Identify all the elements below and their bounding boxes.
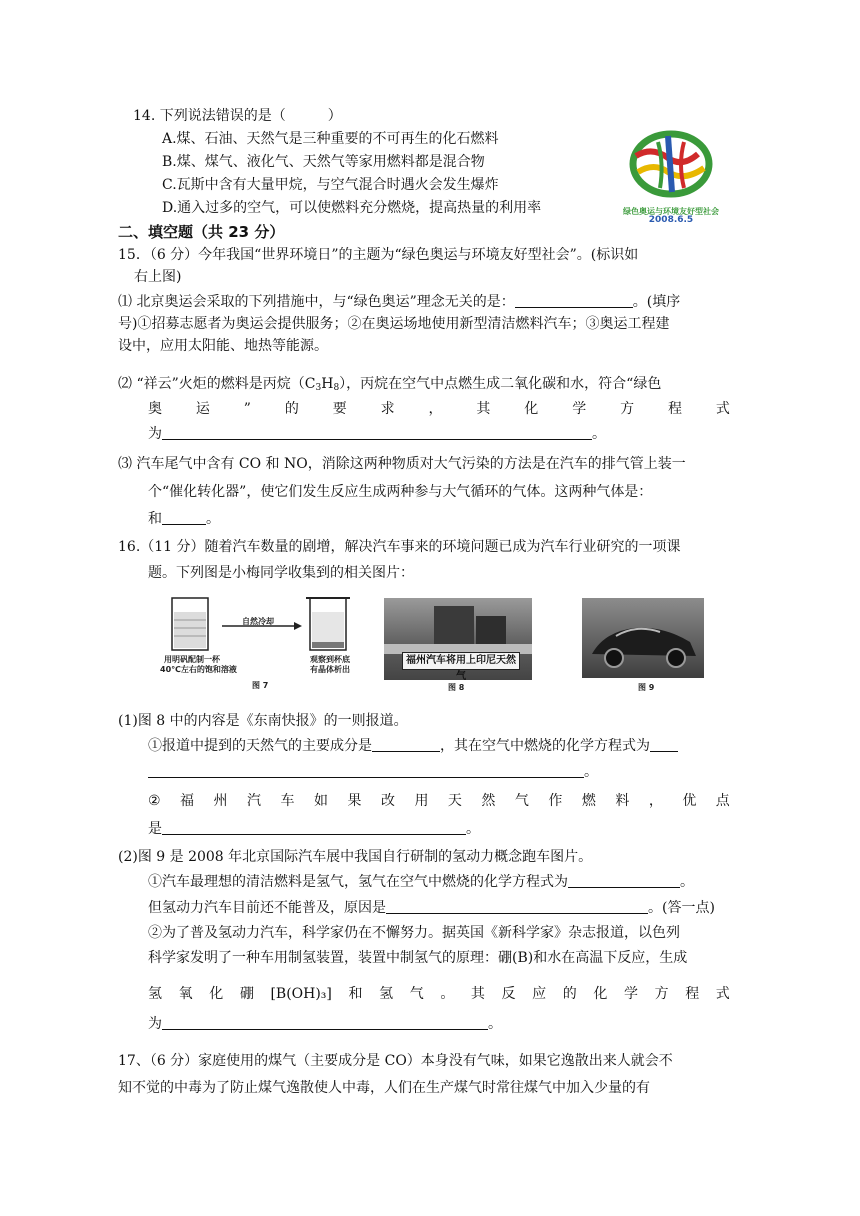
q16-p1-q2-blank[interactable] [162, 819, 466, 835]
fig9-photo [582, 598, 704, 678]
justified-char: 式 [715, 986, 730, 1002]
green-olympics-logo [606, 128, 736, 224]
q15-part2-wei: 为 [148, 426, 162, 442]
justified-char: 的 [284, 401, 299, 417]
justified-char: 化 [593, 986, 608, 1002]
justified-char: 式 [715, 401, 730, 417]
logo-caption: 绿色奥运与环境友好型社会 [623, 207, 719, 216]
justified-char: 要 [332, 401, 347, 417]
justified-char: 硼 [239, 986, 254, 1002]
q15-part2-period: 。 [592, 426, 606, 442]
q16-part2-q2-line4 [148, 1014, 502, 1034]
q16-p2-q1-text: ①汽车最理想的清洁燃料是氢气，氢气在空气中燃烧的化学方程式为 [148, 874, 568, 890]
q17-line2: 知不觉的中毒为了防止煤气逸散使人中毒，人们在生产煤气时常往煤气中加入少量的有 [118, 1080, 650, 1096]
q16-p1-q2-period: 。 [466, 821, 480, 837]
justified-char: 其 [470, 986, 485, 1002]
justified-char: 用 [414, 793, 429, 809]
q15-part3-line2: 个“催化转化器”，使它们发生反应生成两种参与大气循环的气体。这两种气体是： [148, 484, 653, 500]
q15-line2: 右上图) [134, 269, 182, 285]
fig7-left-caption-2: 40℃左右的饱和溶液 [160, 665, 237, 674]
fig8-headline: 福州汽车将用上印尼天然气 [402, 652, 520, 670]
fig8-label: 图 8 [448, 683, 465, 692]
justified-char: 奥 [148, 401, 162, 417]
justified-char: [B(OH)₃] [270, 986, 332, 1002]
justified-char: 反 [501, 986, 516, 1002]
q16-p2-q2-wei: 为 [148, 1016, 162, 1032]
justified-char: 的 [562, 986, 577, 1002]
q16-p2-q1-hint: 。(答一点) [648, 900, 715, 916]
justified-char: 方 [620, 401, 635, 417]
q16-line2: 题。下列图是小梅同学收集到的相关图片： [148, 565, 414, 581]
justified-char: 学 [623, 986, 638, 1002]
q16-part1-q1-line1 [148, 736, 678, 756]
q14-option-d: D.通入过多的空气，可以使燃料充分燃烧，提高热量的利用率 [162, 200, 542, 216]
q15-part2-line1 [118, 374, 661, 398]
q15-part2-text-b: ），丙烷在空气中点燃生成二氧化碳和水，符合“绿色 [339, 376, 662, 392]
q15-part2-line2 [148, 399, 730, 419]
justified-char: 料 [615, 793, 630, 809]
figure-7 [160, 592, 360, 692]
q16-part2-q2-line3 [148, 984, 730, 1004]
justified-char: 气 [514, 793, 529, 809]
q14-option-a: A.煤、石油、天然气是三种重要的不可再生的化石燃料 [162, 131, 499, 147]
q15-part1-line1 [118, 292, 680, 312]
fig7-left-caption-1: 用明矾配制一杯 [164, 655, 220, 664]
q16-p1-q1-blank2[interactable] [650, 736, 678, 752]
q16-p1-q1-text: ①报道中提到的天然气的主要成分是 [148, 738, 372, 754]
justified-char: 点 [715, 793, 730, 809]
justified-char: 气 [409, 986, 424, 1002]
justified-char: 氧 [178, 986, 193, 1002]
justified-char: 化 [209, 986, 224, 1002]
justified-char: 福 [180, 793, 195, 809]
q14-option-c: C.瓦斯中含有大量甲烷，与空气混合时遇火会发生爆炸 [162, 177, 499, 193]
beaker-diagram-icon [160, 592, 360, 692]
q15-part1-tail: 。(填序 [632, 294, 681, 310]
justified-char: 方 [654, 986, 669, 1002]
q15-part3-and: 和 [148, 511, 162, 527]
q16-part2-q2-line1: ②为了普及氢动力汽车，科学家仍在不懈努力。据英国《新科学家》杂志报道，以色列 [148, 925, 680, 941]
fig7-arrow-label: 自然冷却 [242, 617, 274, 626]
logo-date: 2008.6.5 [648, 215, 694, 225]
section-title: 二、填空题（共 23 分） [118, 223, 285, 241]
q16-p2-q1-reason: 但氢动力汽车目前还不能普及，原因是 [148, 900, 386, 916]
q16-p1-q1-blank1[interactable] [372, 736, 440, 752]
figure-8 [384, 598, 532, 694]
justified-char: 作 [548, 793, 563, 809]
fig9-label: 图 9 [638, 683, 655, 692]
fig7-right-caption-2: 有晶体析出 [310, 665, 350, 674]
q16-p2-q2-blank[interactable] [162, 1014, 488, 1030]
justified-char: 汽 [247, 793, 262, 809]
q15-part1-blank[interactable] [515, 292, 633, 308]
justified-char: 改 [380, 793, 395, 809]
justified-char: ” [243, 401, 251, 417]
justified-char: 其 [476, 401, 491, 417]
q16-part1-q1-line2 [148, 762, 598, 782]
justified-char: 燃 [581, 793, 596, 809]
q15-part3-line3 [148, 509, 220, 529]
justified-char: 如 [313, 793, 328, 809]
q16-part1-q2-line2 [148, 819, 480, 839]
justified-char: 应 [532, 986, 547, 1002]
q15-part2-blank[interactable] [162, 424, 592, 440]
fig7-right-caption-1: 观察到杯底 [310, 655, 350, 664]
justified-char: 车 [280, 793, 295, 809]
q16-p1-q1-period: 。 [584, 764, 598, 780]
q16-p1-q1-text-b: ，其在空气中燃烧的化学方程式为 [440, 738, 650, 754]
justified-char: 化 [524, 401, 539, 417]
q17-line1: 17、（6 分）家庭使用的煤气（主要成分是 CO）本身没有气味，如果它逸散出来人就会不 [118, 1053, 673, 1069]
q16-p1-q1-blank3[interactable] [148, 762, 584, 778]
justified-char: 运 [195, 401, 210, 417]
q14-option-b: B.煤、煤气、液化气、天然气等家用燃料都是混合物 [162, 154, 485, 170]
q15-part3-period: 。 [206, 511, 220, 527]
justified-char: ， [648, 793, 663, 809]
justified-char: 和 [348, 986, 363, 1002]
fig7-label: 图 7 [252, 681, 269, 690]
justified-char: 氢 [148, 986, 162, 1002]
justified-char: 求 [380, 401, 395, 417]
q16-part2-title: (2)图 9 是 2008 年北京国际汽车展中我国自行研制的氢动力概念跑车图片。 [118, 849, 593, 865]
figure-9 [582, 598, 704, 694]
q16-p1-q2-shi: 是 [148, 821, 162, 837]
q16-p2-q1-period: 。 [680, 874, 694, 890]
q15-part2-mid: H [321, 376, 334, 392]
q14-stem: 14. 下列说法错误的是（ ） [133, 108, 342, 124]
q16-part1-q2-line1 [148, 791, 730, 811]
q15-part1-line3: 设中，应用太阳能、地热等能源。 [118, 338, 328, 354]
justified-char: 天 [447, 793, 462, 809]
q15-part2-text-a: ⑵ “祥云”火炬的燃料是丙烷（C [118, 376, 316, 392]
justified-char: 学 [572, 401, 587, 417]
justified-char: ② [148, 793, 161, 809]
q16-part2-q2-line2: 科学家发明了一种车用制氢装置，装置中制氢气的原理：硼(B)和水在高温下反应，生成 [148, 950, 688, 966]
q16-p2-q1-blank2[interactable] [386, 898, 648, 914]
justified-char: 程 [667, 401, 682, 417]
justified-char: 氢 [379, 986, 394, 1002]
sports-car-icon [582, 598, 704, 678]
q16-line1: 16.（11 分）随着汽车数量的剧增，解决汽车事来的环境问题已成为汽车行业研究的一项课 [118, 539, 681, 555]
justified-char: 然 [481, 793, 496, 809]
q15-part3-line1: ⑶ 汽车尾气中含有 CO 和 NO，消除这两种物质对大气污染的方法是在汽车的排气管上装一 [118, 456, 686, 472]
q15-part2-sub1: 3 [315, 383, 322, 393]
q15-line1: 15．（6 分）今年我国“世界环境日”的主题为“绿色奥运与环境友好型社会”。(标识如 [118, 247, 639, 263]
justified-char: 程 [685, 986, 700, 1002]
q16-part2-q1-line1 [148, 872, 694, 892]
q15-part1-text: ⑴ 北京奥运会采取的下列措施中，与“绿色奥运”理念无关的是： [118, 294, 515, 310]
justified-char: 。 [440, 986, 455, 1002]
justified-char: 果 [347, 793, 362, 809]
q15-part2-line3 [148, 424, 606, 444]
justified-char: 州 [213, 793, 228, 809]
q15-part3-blank[interactable] [162, 509, 206, 525]
q16-part2-q1-line2 [148, 898, 715, 918]
q15-part1-line2: 号)①招募志愿者为奥运会提供服务；②在奥运场地使用新型清洁燃料汽车；③奥运工程建 [118, 316, 670, 332]
justified-char: 优 [682, 793, 697, 809]
justified-char: ， [428, 401, 443, 417]
q16-p2-q1-blank1[interactable] [568, 872, 680, 888]
q16-p2-q2-period: 。 [488, 1016, 502, 1032]
q16-part1-title: (1)图 8 中的内容是《东南快报》的一则报道。 [118, 713, 408, 729]
q15-part2-sub2: 8 [333, 383, 340, 393]
